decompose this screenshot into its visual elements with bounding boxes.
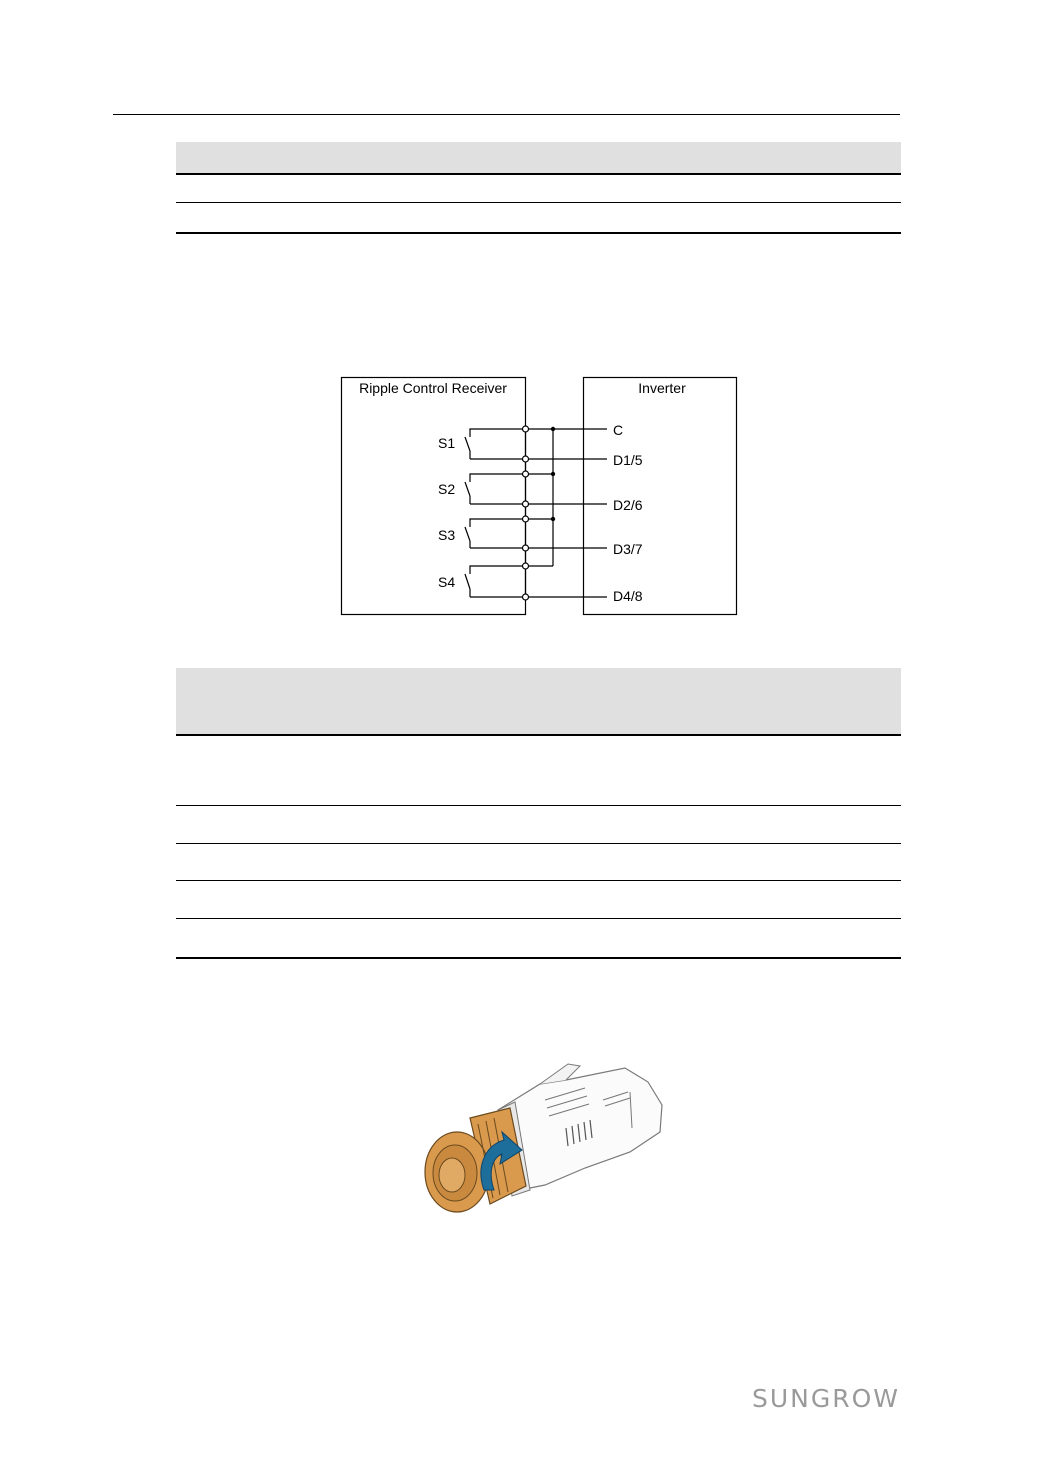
inverter-box	[584, 378, 737, 615]
header-rule	[113, 114, 900, 115]
table-2	[176, 668, 901, 960]
table-2-row-divider	[176, 734, 901, 736]
receiver-box	[342, 378, 526, 615]
inverter-label: Inverter	[638, 380, 686, 396]
table-2-row-divider	[176, 918, 901, 919]
brand-logo: SUNGROW	[752, 1384, 901, 1413]
terminal-label-d15: D1/5	[613, 452, 643, 468]
table-1-header	[176, 142, 901, 173]
switch-label-s3: S3	[438, 527, 456, 543]
switch-label-s1: S1	[438, 435, 456, 451]
table-1-row-divider	[176, 202, 901, 203]
switch-label-s2: S2	[438, 481, 456, 497]
wiring-diagram	[330, 370, 750, 625]
receiver-label: Ripple Control Receiver	[359, 380, 507, 396]
table-2-bottom-rule	[176, 957, 901, 959]
terminal-label-c: C	[613, 422, 624, 438]
table-2-row-divider	[176, 880, 901, 881]
connector-illustration	[415, 1060, 670, 1220]
table-2-row-divider	[176, 843, 901, 844]
terminal-label-d26: D2/6	[613, 497, 643, 513]
table-1-bottom-rule	[176, 232, 901, 234]
table-1-row-divider	[176, 173, 901, 175]
table-2-header	[176, 668, 901, 734]
table-1	[176, 142, 901, 234]
terminal-label-d48: D4/8	[613, 588, 643, 604]
switch-label-s4: S4	[438, 574, 456, 590]
terminal-label-d37: D3/7	[613, 541, 643, 557]
table-2-row-divider	[176, 805, 901, 806]
